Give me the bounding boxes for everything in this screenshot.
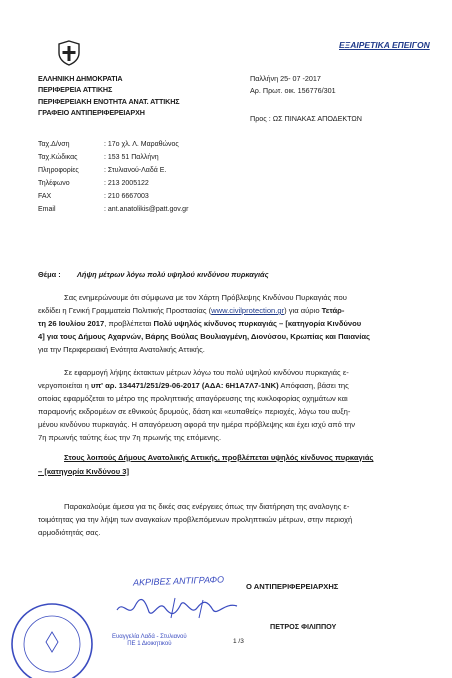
signatory-title: Ο ΑΝΤΙΠΕΡΙΦΕΡΕΙΑΡΧΗΣ (246, 582, 339, 591)
subject-label: Θέμα : (38, 270, 61, 279)
body-line: τοιμότητας για την λήψη των αναγκαίων προβλεπόμενων προληπτικών μέτρων, στην περιοχή (38, 515, 353, 524)
address-value: : Στυλιανού-Λαδά Ε. (104, 167, 167, 174)
address-label: Ταχ.Δ/νση (38, 141, 70, 148)
protocol-number: Αρ. Πρωτ. οικ. 156776/301 (250, 86, 336, 95)
address-label: FAX (38, 193, 52, 200)
header-org-line: ΓΡΑΦΕΙΟ ΑΝΤΙΠΕΡΙΦΕΡΕΙΑΡΧΗ (38, 108, 145, 117)
subject-text: Λήψη μέτρων λόγω πολύ υψηλού κινδύνου πυρκαγιάς (77, 270, 269, 279)
official-round-stamp (6, 598, 98, 678)
greek-emblem-icon (56, 40, 82, 66)
body-line: οποίας εφαρμόζεται το μέτρο της προληπτικής απαγόρευσης της κυκλοφορίας οχημάτων και (38, 394, 348, 403)
stamp-name-block: Ευαγγελία Λαδά - Στυλιανού ΠΕ 1 Διοικητικού (112, 634, 187, 647)
body-line: νεργοποιείται η υπ' αρ. 134471/251/29-06-2017 (ΑΔΑ: 6Η1Α7Λ7-1ΝΚ) Απόφαση, βάσει της (38, 381, 349, 390)
body-line: 7η πρωινής ταύτης έως την 7η πρωινής της επόμενης. (38, 433, 222, 442)
body-line: 4] για τους Δήμους Αχαρνών, Βάρης Βούλας Βουλιαγμένη, Διονύσου, Κρωπίας και Παιανίας (38, 332, 371, 341)
urgency-label: ΕΞΑΙΡΕΤΙΚΑ ΕΠΕΙΓΟΝ (339, 40, 430, 50)
body-line: Στους λοιπούς Δήμους Ανατολικής Αττικής, προβλέπεται υψηλός κίνδυνος πυρκαγιάς (64, 453, 374, 462)
body-line: μένου κινδύνου πυρκαγιάς. Η απαγόρευση αφορά την ημέρα πρόβλεψης και έχει ισχύ από την (38, 420, 356, 429)
copy-stamp-text: ΑΚΡΙΒΕΣ ΑΝΤΙΓΡΑΦΟ (132, 574, 225, 588)
header-org-line: ΕΛΛΗΝΙΚΗ ΔΗΜΟΚΡΑΤΙΑ (38, 74, 123, 83)
address-label: Πληροφορίες (38, 167, 79, 174)
body-line: αρμοδιότητάς σας. (38, 528, 101, 537)
address-value: : 17ο χλ. Λ. Μαραθώνος (104, 141, 179, 148)
address-label: Ταχ.Κώδικας (38, 154, 78, 161)
body-line: Σας ενημερώνουμε ότι σύμφωνα με τον Χάρτη Πρόβλεψης Κινδύνου Πυρκαγιάς που (64, 293, 347, 302)
address-label: Τηλέφωνο (38, 180, 70, 187)
header-org-line: ΠΕΡΙΦΕΡΕΙΑΚΗ ΕΝΟΤΗΤΑ ΑΝΑΤ. ΑΤΤΙΚΗΣ (38, 97, 180, 106)
handwritten-signature (115, 596, 240, 620)
civilprotection-link[interactable]: www.civilprotection.gr (211, 306, 285, 315)
body-line: – [κατηγορία Κινδύνου 3] (38, 467, 129, 476)
page-number: 1 /3 (233, 638, 244, 645)
body-line: για την Περιφερειακή Ενότητα Ανατολικής Αττικής. (38, 345, 205, 354)
recipients: Προς : ΩΣ ΠΙΝΑΚΑΣ ΑΠΟΔΕΚΤΩΝ (250, 114, 362, 123)
address-value: : 210 6667003 (104, 193, 149, 200)
address-value: : ant.anatolikis@patt.gov.gr (104, 206, 189, 213)
body-line: εκδίδει η Γενική Γραμματεία Πολιτικής Προστασίας (www.civilprotection.gr) για αύριο Τετάρ- (38, 306, 345, 315)
header-org-line: ΠΕΡΙΦΕΡΕΙΑ ΑΤΤΙΚΗΣ (38, 85, 113, 94)
body-line: τη 26 Ιουλίου 2017, προβλέπεται Πολύ υψηλός κίνδυνος πυρκαγιάς – [κατηγορία Κινδύνου (38, 319, 362, 328)
address-value: : 213 2005122 (104, 180, 149, 187)
address-value: : 153 51 Παλλήνη (104, 154, 159, 161)
body-line: Παρακαλούμε άμεσα για τις δικές σας ενέργειες όπως την διατήρηση της αναλογης ε- (64, 502, 350, 511)
body-line: Σε εφαρμογή λήψης έκτακτων μέτρων λόγω του πολύ υψηλού κινδύνου πυρκαγιάς ε- (64, 368, 349, 377)
body-line: παραμονής εκδρομέων σε εθνικούς δρυμούς, δάση και «ευπαθείς» περιοχές, λόγω του αυξη- (38, 407, 351, 416)
place-date: Παλλήνη 25- 07 -2017 (250, 74, 321, 83)
signatory-name: ΠΕΤΡΟΣ ΦΙΛΙΠΠΟΥ (270, 622, 337, 631)
address-label: Email (38, 206, 56, 213)
